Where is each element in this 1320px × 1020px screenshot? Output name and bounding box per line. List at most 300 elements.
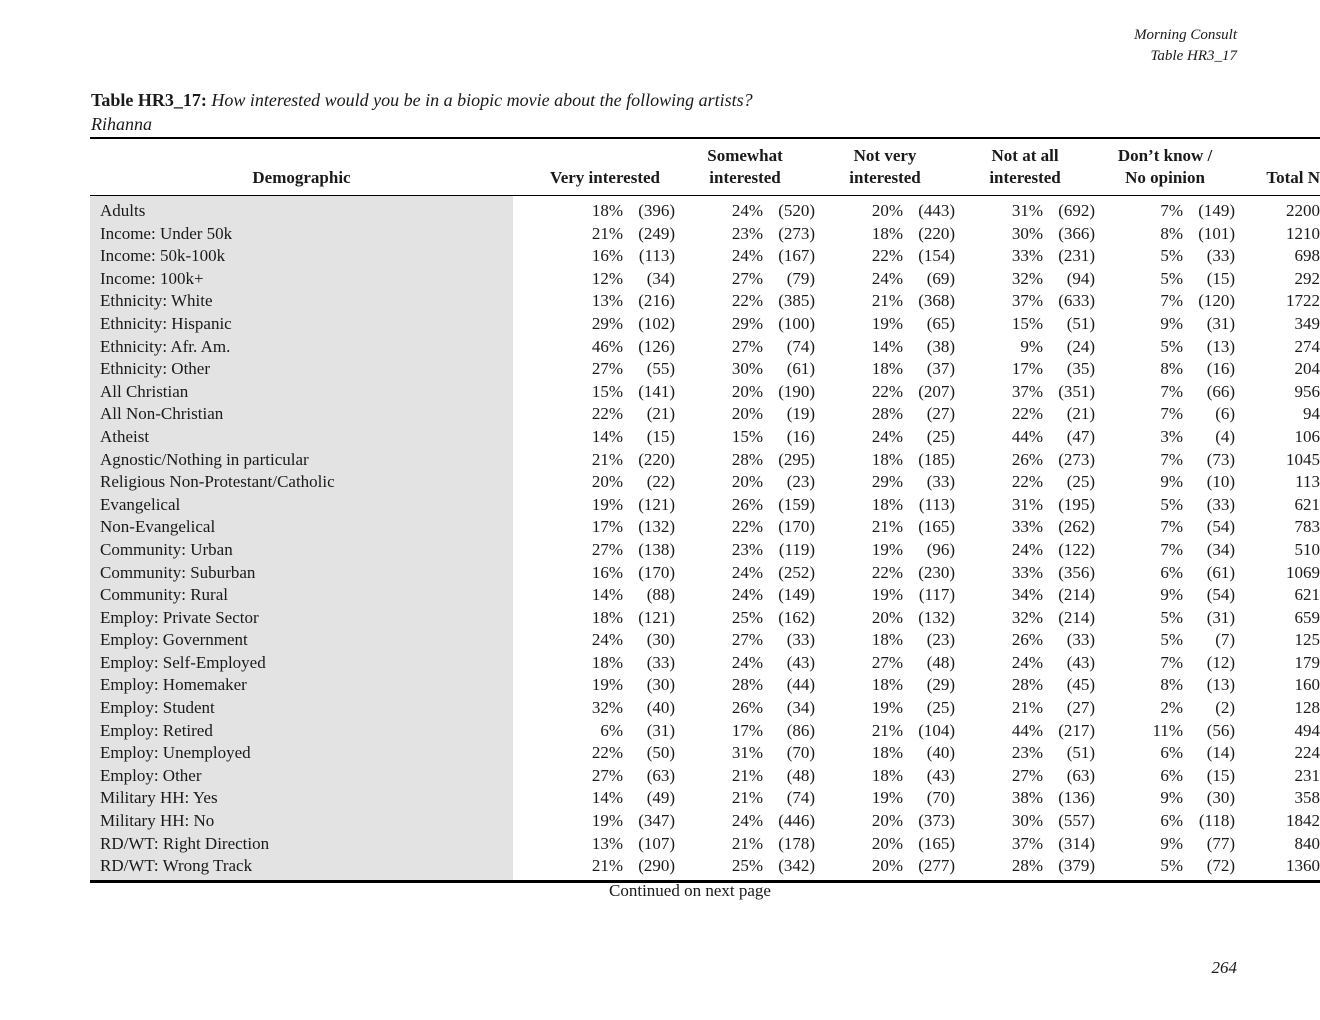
- row-gap: [513, 562, 535, 585]
- table-row: [90, 787, 1320, 810]
- row-percent-cell: 21%: [591, 856, 623, 876]
- row-percent-cell: 24%: [731, 201, 764, 220]
- row-total-n: 179: [1294, 652, 1320, 672]
- row-count-cell: (31): [1206, 607, 1236, 627]
- row-percent-cell: 22%: [731, 517, 764, 537]
- row-count-cell: (220): [638, 449, 676, 469]
- row-count-cell: (61): [1206, 562, 1236, 582]
- row-percent-cell: 15%: [591, 381, 623, 401]
- row-total-n: 274: [1294, 336, 1320, 356]
- row-count-cell: (351): [1058, 381, 1096, 401]
- row-count-cell: (356): [1058, 562, 1096, 582]
- col-header-gap: [513, 138, 535, 196]
- row-count-cell: (373): [918, 811, 956, 831]
- row-gap: [513, 403, 535, 426]
- row-count-cell: (23): [926, 630, 956, 650]
- row-percent-cell: 7%: [1160, 517, 1184, 537]
- row-count-cell: (33): [1066, 630, 1096, 650]
- row-demographic-label: Employ: Student: [90, 697, 513, 720]
- row-percent-cell: 14%: [591, 426, 623, 446]
- row-total-n: 698: [1294, 246, 1320, 266]
- row-total-n: 106: [1294, 426, 1320, 446]
- row-total-n: 349: [1294, 313, 1320, 333]
- row-percent-cell: 9%: [1160, 833, 1184, 853]
- row-gap: [513, 494, 535, 517]
- row-count-cell: (138): [638, 539, 676, 559]
- row-demographic-label: Employ: Unemployed: [90, 742, 513, 765]
- row-percent-cell: 26%: [731, 698, 764, 718]
- row-percent-cell: 20%: [871, 201, 904, 220]
- row-gap: [513, 449, 535, 472]
- row-total-n: 659: [1294, 607, 1320, 627]
- row-count-cell: (165): [918, 517, 956, 537]
- row-percent-cell: 24%: [731, 585, 764, 605]
- row-count-cell: (231): [1058, 246, 1096, 266]
- row-percent-cell: 24%: [871, 426, 904, 446]
- row-percent-cell: 7%: [1160, 652, 1184, 672]
- row-demographic-label: Income: 100k+: [90, 268, 513, 291]
- table-row: [90, 833, 1320, 856]
- row-percent-cell: 20%: [731, 381, 764, 401]
- row-percent-cell: 18%: [871, 765, 904, 785]
- row-total-n: 160: [1294, 675, 1320, 695]
- row-percent-cell: 14%: [591, 585, 623, 605]
- row-percent-cell: 22%: [871, 562, 904, 582]
- row-count-cell: (40): [646, 698, 676, 718]
- row-percent-cell: 6%: [1160, 562, 1184, 582]
- row-percent-cell: 19%: [871, 698, 904, 718]
- row-count-cell: (23): [786, 472, 816, 492]
- row-gap: [513, 765, 535, 788]
- row-gap: [513, 787, 535, 810]
- row-percent-cell: 27%: [731, 268, 764, 288]
- row-gap: [513, 742, 535, 765]
- row-count-cell: (30): [1206, 788, 1236, 808]
- row-count-cell: (167): [778, 246, 816, 266]
- row-percent-cell: 21%: [591, 223, 623, 243]
- table-row: [90, 539, 1320, 562]
- row-gap: [513, 471, 535, 494]
- row-count-cell: (94): [1066, 268, 1096, 288]
- page-header: [1134, 25, 1237, 67]
- row-percent-cell: 22%: [591, 404, 623, 424]
- row-count-cell: (43): [926, 765, 956, 785]
- row-count-cell: (27): [926, 404, 956, 424]
- row-count-cell: (2): [1215, 698, 1236, 718]
- row-gap: [513, 381, 535, 404]
- row-count-cell: (117): [918, 585, 956, 605]
- col-header-total-n: Total N: [1266, 168, 1320, 187]
- col-header-not-very-interested: Not very interested: [849, 146, 921, 187]
- row-percent-cell: 20%: [731, 404, 764, 424]
- row-percent-cell: 28%: [871, 404, 904, 424]
- row-percent-cell: 28%: [1011, 675, 1044, 695]
- row-count-cell: (446): [778, 811, 816, 831]
- row-percent-cell: 19%: [871, 313, 904, 333]
- row-percent-cell: 31%: [731, 743, 764, 763]
- row-count-cell: (54): [1206, 517, 1236, 537]
- row-percent-cell: 32%: [591, 698, 623, 718]
- row-count-cell: (37): [926, 359, 956, 379]
- row-total-n: 1360: [1286, 856, 1320, 876]
- row-count-cell: (295): [778, 449, 816, 469]
- row-count-cell: (27): [1066, 698, 1096, 718]
- row-percent-cell: 17%: [731, 720, 764, 740]
- row-demographic-label: Religious Non-Protestant/Catholic: [90, 471, 513, 494]
- col-header-not-at-all-interested: Not at all interested: [989, 146, 1061, 187]
- table-row: [90, 313, 1320, 336]
- row-count-cell: (54): [1206, 585, 1236, 605]
- row-count-cell: (21): [1066, 404, 1096, 424]
- row-count-cell: (132): [918, 607, 956, 627]
- row-count-cell: (13): [1206, 675, 1236, 695]
- row-percent-cell: 7%: [1160, 381, 1184, 401]
- row-percent-cell: 30%: [1011, 223, 1044, 243]
- row-demographic-label: Military HH: Yes: [90, 787, 513, 810]
- row-count-cell: (230): [918, 562, 956, 582]
- row-count-cell: (25): [1066, 472, 1096, 492]
- row-demographic-label: Ethnicity: White: [90, 290, 513, 313]
- row-count-cell: (178): [778, 833, 816, 853]
- row-demographic-label: Community: Rural: [90, 584, 513, 607]
- table-row: [90, 652, 1320, 675]
- row-percent-cell: 9%: [1160, 788, 1184, 808]
- table-row: [90, 562, 1320, 585]
- table-row: [90, 765, 1320, 788]
- row-gap: [513, 358, 535, 381]
- row-percent-cell: 21%: [871, 291, 904, 311]
- row-total-n: 1045: [1286, 449, 1320, 469]
- row-count-cell: (61): [786, 359, 816, 379]
- row-count-cell: (45): [1066, 675, 1096, 695]
- table-row: [90, 223, 1320, 246]
- row-count-cell: (25): [926, 698, 956, 718]
- row-percent-cell: 28%: [1011, 856, 1044, 876]
- row-percent-cell: 20%: [591, 472, 623, 492]
- row-percent-cell: 8%: [1160, 359, 1184, 379]
- row-percent-cell: 5%: [1160, 630, 1184, 650]
- table-row: [90, 403, 1320, 426]
- col-header-somewhat-interested: Somewhat interested: [707, 146, 783, 187]
- continued-note: Continued on next page: [609, 881, 771, 900]
- row-count-cell: (366): [1058, 223, 1096, 243]
- row-percent-cell: 24%: [731, 246, 764, 266]
- row-percent-cell: 37%: [1011, 291, 1044, 311]
- row-demographic-label: All Non-Christian: [90, 403, 513, 426]
- row-percent-cell: 26%: [731, 494, 764, 514]
- row-percent-cell: 28%: [731, 449, 764, 469]
- row-count-cell: (368): [918, 291, 956, 311]
- row-count-cell: (79): [786, 268, 816, 288]
- page-number: 264: [1211, 958, 1237, 977]
- table-row: [90, 449, 1320, 472]
- row-count-cell: (126): [638, 336, 676, 356]
- row-percent-cell: 7%: [1160, 291, 1184, 311]
- row-percent-cell: 31%: [1011, 494, 1044, 514]
- row-demographic-label: Employ: Other: [90, 765, 513, 788]
- row-count-cell: (121): [638, 494, 676, 514]
- table-row: [90, 584, 1320, 607]
- row-count-cell: (10): [1206, 472, 1236, 492]
- table-title-label: Table HR3_17:: [91, 90, 207, 110]
- table-row: [90, 196, 1320, 223]
- row-demographic-label: Community: Suburban: [90, 562, 513, 585]
- row-gap: [513, 674, 535, 697]
- row-gap: [513, 223, 535, 246]
- row-total-n: 621: [1294, 585, 1320, 605]
- row-percent-cell: 19%: [591, 811, 623, 831]
- row-count-cell: (249): [638, 223, 676, 243]
- row-count-cell: (190): [778, 381, 816, 401]
- row-percent-cell: 11%: [1152, 720, 1184, 740]
- row-percent-cell: 26%: [1011, 630, 1044, 650]
- row-count-cell: (273): [778, 223, 816, 243]
- row-count-cell: (21): [646, 404, 676, 424]
- row-percent-cell: 24%: [731, 562, 764, 582]
- row-percent-cell: 32%: [1011, 607, 1044, 627]
- row-percent-cell: 34%: [1011, 585, 1044, 605]
- row-count-cell: (15): [1206, 765, 1236, 785]
- row-percent-cell: 29%: [731, 313, 764, 333]
- row-count-cell: (100): [778, 313, 816, 333]
- row-demographic-label: All Christian: [90, 381, 513, 404]
- table-row: [90, 697, 1320, 720]
- row-count-cell: (74): [786, 336, 816, 356]
- row-count-cell: (35): [1066, 359, 1096, 379]
- row-percent-cell: 18%: [871, 494, 904, 514]
- row-percent-cell: 15%: [1011, 313, 1044, 333]
- row-count-cell: (50): [646, 743, 676, 763]
- row-count-cell: (48): [926, 652, 956, 672]
- row-percent-cell: 18%: [871, 449, 904, 469]
- row-percent-cell: 46%: [591, 336, 623, 356]
- row-percent-cell: 15%: [731, 426, 764, 446]
- row-count-cell: (14): [1206, 743, 1236, 763]
- row-total-n: 231: [1294, 765, 1320, 785]
- row-percent-cell: 21%: [731, 788, 764, 808]
- row-percent-cell: 25%: [731, 607, 764, 627]
- row-percent-cell: 33%: [1011, 562, 1044, 582]
- row-percent-cell: 9%: [1160, 585, 1184, 605]
- row-count-cell: (195): [1058, 494, 1096, 514]
- row-percent-cell: 19%: [871, 539, 904, 559]
- row-percent-cell: 37%: [1011, 381, 1044, 401]
- row-count-cell: (43): [786, 652, 816, 672]
- row-percent-cell: 16%: [591, 562, 623, 582]
- row-gap: [513, 268, 535, 291]
- header-table-ref: Table HR3_17: [1150, 48, 1237, 64]
- row-total-n: 783: [1294, 517, 1320, 537]
- table-row: [90, 245, 1320, 268]
- row-count-cell: (63): [1066, 765, 1096, 785]
- row-percent-cell: 27%: [1011, 765, 1044, 785]
- row-demographic-label: Income: Under 50k: [90, 223, 513, 246]
- row-percent-cell: 21%: [731, 765, 764, 785]
- row-percent-cell: 32%: [1011, 268, 1044, 288]
- row-count-cell: (34): [646, 268, 676, 288]
- row-percent-cell: 21%: [871, 720, 904, 740]
- row-demographic-label: Income: 50k-100k: [90, 245, 513, 268]
- row-demographic-label: RD/WT: Right Direction: [90, 833, 513, 856]
- row-count-cell: (170): [778, 517, 816, 537]
- row-demographic-label: Non-Evangelical: [90, 516, 513, 539]
- row-gap: [513, 720, 535, 743]
- row-count-cell: (69): [926, 268, 956, 288]
- row-count-cell: (38): [926, 336, 956, 356]
- row-count-cell: (107): [638, 833, 676, 853]
- table-row: [90, 720, 1320, 743]
- row-percent-cell: 3%: [1160, 426, 1184, 446]
- col-header-dont-know: Don’t know / No opinion: [1117, 146, 1213, 187]
- row-count-cell: (31): [1206, 313, 1236, 333]
- row-percent-cell: 17%: [591, 517, 623, 537]
- row-gap: [513, 196, 535, 223]
- row-percent-cell: 6%: [600, 720, 623, 740]
- table-row: [90, 855, 1320, 881]
- row-count-cell: (252): [778, 562, 816, 582]
- row-percent-cell: 22%: [731, 291, 764, 311]
- row-percent-cell: 25%: [731, 856, 764, 876]
- row-percent-cell: 33%: [1011, 517, 1044, 537]
- row-gap: [513, 290, 535, 313]
- row-percent-cell: 5%: [1160, 246, 1184, 266]
- row-count-cell: (342): [778, 856, 816, 876]
- row-count-cell: (73): [1206, 449, 1236, 469]
- row-count-cell: (692): [1058, 201, 1096, 220]
- row-percent-cell: 30%: [1011, 811, 1044, 831]
- row-count-cell: (16): [786, 426, 816, 446]
- row-percent-cell: 17%: [1011, 359, 1044, 379]
- row-percent-cell: 24%: [871, 268, 904, 288]
- row-count-cell: (113): [638, 246, 676, 266]
- row-gap: [513, 313, 535, 336]
- row-gap: [513, 584, 535, 607]
- results-table: [90, 137, 1320, 883]
- table-row: [90, 471, 1320, 494]
- row-demographic-label: RD/WT: Wrong Track: [90, 855, 513, 881]
- row-percent-cell: 5%: [1160, 607, 1184, 627]
- row-demographic-label: Employ: Government: [90, 629, 513, 652]
- row-total-n: 1210: [1286, 223, 1320, 243]
- row-percent-cell: 18%: [591, 201, 623, 220]
- row-count-cell: (132): [638, 517, 676, 537]
- row-count-cell: (30): [646, 675, 676, 695]
- row-demographic-label: Community: Urban: [90, 539, 513, 562]
- row-percent-cell: 5%: [1160, 494, 1184, 514]
- row-gap: [513, 426, 535, 449]
- table-row: [90, 358, 1320, 381]
- row-count-cell: (216): [638, 291, 676, 311]
- row-percent-cell: 19%: [591, 494, 623, 514]
- row-percent-cell: 20%: [871, 607, 904, 627]
- row-percent-cell: 12%: [591, 268, 623, 288]
- row-count-cell: (149): [778, 585, 816, 605]
- row-total-n: 125: [1294, 630, 1320, 650]
- row-count-cell: (122): [1058, 539, 1096, 559]
- row-demographic-label: Employ: Retired: [90, 720, 513, 743]
- row-gap: [513, 629, 535, 652]
- row-percent-cell: 21%: [731, 833, 764, 853]
- row-count-cell: (51): [1066, 743, 1096, 763]
- row-count-cell: (22): [646, 472, 676, 492]
- row-percent-cell: 18%: [591, 607, 623, 627]
- row-demographic-label: Ethnicity: Afr. Am.: [90, 336, 513, 359]
- col-header-very-interested: Very interested: [550, 168, 661, 187]
- row-demographic-label: Military HH: No: [90, 810, 513, 833]
- row-percent-cell: 14%: [871, 336, 904, 356]
- row-percent-cell: 20%: [871, 856, 904, 876]
- table-title: [91, 88, 753, 136]
- row-total-n: 113: [1295, 472, 1320, 492]
- row-count-cell: (49): [646, 788, 676, 808]
- row-total-n: 1842: [1286, 811, 1320, 831]
- row-count-cell: (4): [1215, 426, 1236, 446]
- row-count-cell: (33): [1206, 246, 1236, 266]
- col-header-demographic: Demographic: [252, 168, 351, 187]
- row-percent-cell: 18%: [871, 630, 904, 650]
- table-title-question: How interested would you be in a biopic movie about the following artists?: [211, 90, 753, 110]
- row-percent-cell: 8%: [1160, 675, 1184, 695]
- table-row: [90, 629, 1320, 652]
- row-count-cell: (86): [786, 720, 816, 740]
- row-count-cell: (104): [918, 720, 956, 740]
- row-count-cell: (162): [778, 607, 816, 627]
- row-percent-cell: 30%: [731, 359, 764, 379]
- row-percent-cell: 21%: [871, 517, 904, 537]
- row-percent-cell: 27%: [731, 630, 764, 650]
- row-count-cell: (121): [638, 607, 676, 627]
- table-row: [90, 268, 1320, 291]
- row-count-cell: (51): [1066, 313, 1096, 333]
- table-row: [90, 494, 1320, 517]
- row-count-cell: (56): [1206, 720, 1236, 740]
- row-count-cell: (136): [1058, 788, 1096, 808]
- row-percent-cell: 9%: [1020, 336, 1044, 356]
- row-count-cell: (262): [1058, 517, 1096, 537]
- row-percent-cell: 8%: [1160, 223, 1184, 243]
- row-count-cell: (379): [1058, 856, 1096, 876]
- row-count-cell: (633): [1058, 291, 1096, 311]
- row-percent-cell: 19%: [591, 675, 623, 695]
- row-percent-cell: 5%: [1160, 856, 1184, 876]
- table-header-row: [90, 138, 1320, 196]
- row-gap: [513, 697, 535, 720]
- row-percent-cell: 27%: [591, 359, 623, 379]
- row-gap: [513, 245, 535, 268]
- row-count-cell: (33): [646, 652, 676, 672]
- row-count-cell: (170): [638, 562, 676, 582]
- row-count-cell: (16): [1206, 359, 1236, 379]
- row-total-n: 956: [1294, 381, 1320, 401]
- row-percent-cell: 24%: [731, 811, 764, 831]
- row-percent-cell: 26%: [1011, 449, 1044, 469]
- row-percent-cell: 13%: [591, 291, 623, 311]
- row-count-cell: (63): [646, 765, 676, 785]
- table-subtitle: Rihanna: [91, 114, 152, 134]
- row-percent-cell: 7%: [1160, 404, 1184, 424]
- row-count-cell: (77): [1206, 833, 1236, 853]
- row-percent-cell: 23%: [731, 539, 764, 559]
- row-count-cell: (88): [646, 585, 676, 605]
- row-demographic-label: Atheist: [90, 426, 513, 449]
- row-total-n: 621: [1294, 494, 1320, 514]
- row-count-cell: (185): [918, 449, 956, 469]
- row-percent-cell: 6%: [1160, 811, 1184, 831]
- row-count-cell: (314): [1058, 833, 1096, 853]
- row-count-cell: (12): [1206, 652, 1236, 672]
- row-count-cell: (29): [926, 675, 956, 695]
- row-percent-cell: 22%: [1011, 472, 1044, 492]
